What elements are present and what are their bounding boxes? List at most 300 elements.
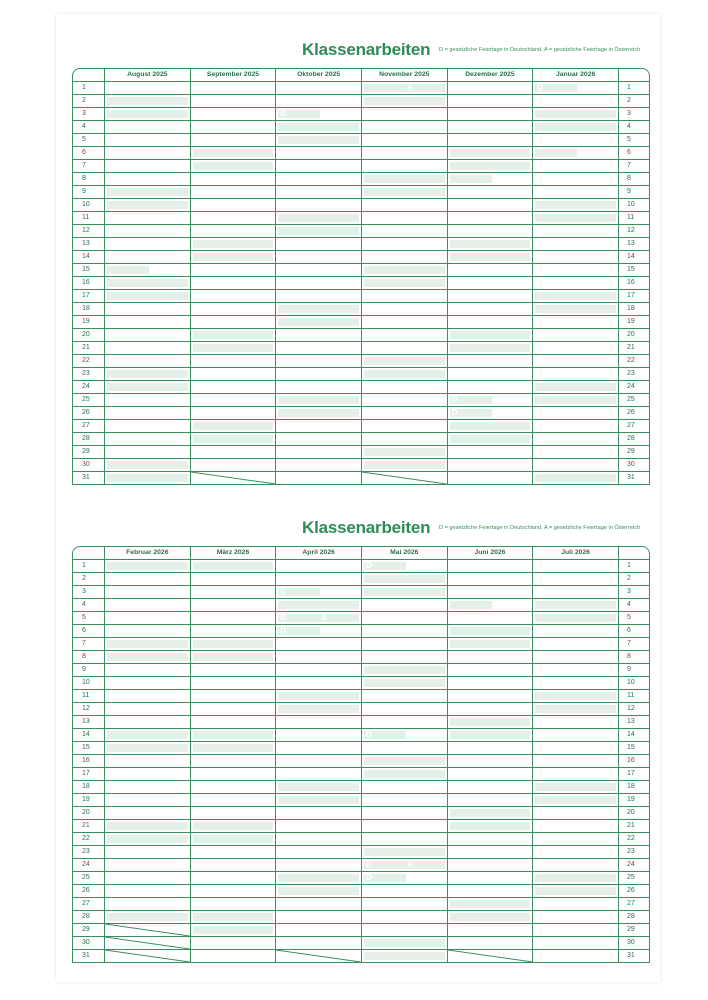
day-cell[interactable] — [190, 459, 276, 471]
day-cell[interactable] — [361, 716, 447, 728]
day-cell[interactable] — [190, 612, 276, 624]
day-cell[interactable] — [275, 820, 361, 832]
day-cell[interactable] — [190, 108, 276, 120]
day-cell[interactable] — [532, 820, 618, 832]
day-cell[interactable] — [447, 147, 533, 159]
day-cell[interactable] — [447, 433, 533, 445]
day-cell[interactable] — [361, 407, 447, 419]
day-cell[interactable] — [104, 108, 190, 120]
day-cell[interactable] — [447, 303, 533, 315]
day-cell[interactable] — [532, 108, 618, 120]
day-cell[interactable] — [190, 599, 276, 611]
day-cell[interactable] — [104, 651, 190, 663]
day-cell[interactable] — [190, 121, 276, 133]
day-cell[interactable] — [104, 599, 190, 611]
day-cell[interactable] — [447, 599, 533, 611]
day-cell[interactable] — [190, 95, 276, 107]
day-cell[interactable] — [275, 186, 361, 198]
day-cell[interactable] — [532, 833, 618, 845]
day-cell[interactable] — [361, 342, 447, 354]
day-cell[interactable] — [190, 677, 276, 689]
day-cell[interactable] — [361, 950, 447, 962]
day-cell[interactable] — [532, 638, 618, 650]
day-cell[interactable] — [104, 573, 190, 585]
day-cell[interactable] — [104, 225, 190, 237]
day-cell[interactable] — [275, 394, 361, 406]
day-cell[interactable] — [275, 160, 361, 172]
day-cell[interactable] — [190, 381, 276, 393]
day-cell[interactable] — [361, 742, 447, 754]
day-cell[interactable] — [361, 147, 447, 159]
day-cell[interactable] — [361, 173, 447, 185]
day-cell[interactable] — [447, 612, 533, 624]
day-cell[interactable] — [447, 355, 533, 367]
day-cell[interactable] — [275, 625, 361, 637]
day-cell[interactable] — [190, 742, 276, 754]
day-cell[interactable] — [104, 729, 190, 741]
day-cell[interactable] — [190, 134, 276, 146]
day-cell[interactable] — [275, 108, 361, 120]
day-cell[interactable] — [532, 872, 618, 884]
day-cell[interactable] — [275, 924, 361, 936]
day-cell[interactable] — [190, 355, 276, 367]
day-cell[interactable] — [532, 885, 618, 897]
day-cell[interactable] — [275, 833, 361, 845]
day-cell[interactable] — [361, 394, 447, 406]
day-cell[interactable] — [104, 394, 190, 406]
day-cell[interactable] — [275, 716, 361, 728]
day-cell[interactable] — [532, 225, 618, 237]
day-cell[interactable] — [275, 355, 361, 367]
day-cell[interactable] — [190, 638, 276, 650]
day-cell[interactable] — [104, 859, 190, 871]
day-cell[interactable] — [104, 420, 190, 432]
day-cell[interactable] — [447, 186, 533, 198]
day-cell[interactable] — [447, 290, 533, 302]
day-cell[interactable] — [361, 459, 447, 471]
day-cell[interactable] — [447, 755, 533, 767]
day-cell[interactable] — [532, 651, 618, 663]
day-cell[interactable] — [447, 560, 533, 572]
day-cell[interactable] — [190, 937, 276, 949]
day-cell[interactable] — [190, 807, 276, 819]
day-cell[interactable] — [190, 251, 276, 263]
day-cell[interactable] — [190, 755, 276, 767]
day-cell[interactable] — [532, 212, 618, 224]
day-cell[interactable] — [361, 638, 447, 650]
day-cell[interactable] — [532, 264, 618, 276]
day-cell[interactable] — [104, 716, 190, 728]
day-cell[interactable] — [275, 651, 361, 663]
day-cell[interactable] — [275, 290, 361, 302]
day-cell[interactable] — [275, 742, 361, 754]
day-cell[interactable] — [447, 446, 533, 458]
day-cell[interactable] — [104, 82, 190, 94]
day-cell[interactable] — [361, 160, 447, 172]
day-cell[interactable] — [361, 134, 447, 146]
day-cell[interactable] — [275, 420, 361, 432]
day-cell[interactable] — [275, 433, 361, 445]
day-cell[interactable] — [361, 186, 447, 198]
day-cell[interactable] — [532, 121, 618, 133]
day-cell[interactable] — [104, 290, 190, 302]
day-cell[interactable] — [361, 251, 447, 263]
day-cell[interactable] — [104, 781, 190, 793]
day-cell[interactable] — [190, 690, 276, 702]
day-cell[interactable] — [532, 950, 618, 962]
day-cell[interactable] — [532, 394, 618, 406]
day-cell[interactable] — [275, 599, 361, 611]
day-cell[interactable] — [447, 781, 533, 793]
day-cell[interactable] — [275, 859, 361, 871]
day-cell[interactable] — [532, 277, 618, 289]
day-cell[interactable] — [275, 729, 361, 741]
day-cell[interactable] — [361, 446, 447, 458]
day-cell[interactable] — [361, 573, 447, 585]
day-cell[interactable] — [447, 794, 533, 806]
day-cell[interactable] — [104, 277, 190, 289]
day-cell[interactable] — [532, 573, 618, 585]
day-cell[interactable] — [361, 95, 447, 107]
day-cell[interactable] — [190, 898, 276, 910]
day-cell[interactable] — [361, 355, 447, 367]
day-cell[interactable] — [447, 859, 533, 871]
day-cell[interactable] — [532, 368, 618, 380]
day-cell[interactable] — [190, 160, 276, 172]
day-cell[interactable] — [447, 212, 533, 224]
day-cell[interactable] — [190, 781, 276, 793]
day-cell[interactable] — [447, 625, 533, 637]
day-cell[interactable] — [361, 381, 447, 393]
day-cell[interactable] — [104, 690, 190, 702]
day-cell[interactable] — [532, 846, 618, 858]
day-cell[interactable] — [361, 212, 447, 224]
day-cell[interactable] — [104, 95, 190, 107]
day-cell[interactable] — [361, 290, 447, 302]
day-cell[interactable] — [447, 885, 533, 897]
day-cell[interactable] — [104, 833, 190, 845]
day-cell[interactable] — [275, 264, 361, 276]
day-cell[interactable] — [190, 950, 276, 962]
day-cell[interactable] — [447, 651, 533, 663]
day-cell[interactable] — [104, 768, 190, 780]
day-cell[interactable] — [361, 664, 447, 676]
day-cell[interactable] — [532, 446, 618, 458]
day-cell[interactable] — [275, 573, 361, 585]
day-cell[interactable] — [104, 173, 190, 185]
day-cell[interactable] — [190, 407, 276, 419]
day-cell[interactable] — [190, 859, 276, 871]
day-cell[interactable] — [532, 95, 618, 107]
day-cell[interactable] — [361, 264, 447, 276]
day-cell[interactable] — [447, 937, 533, 949]
day-cell[interactable] — [532, 472, 618, 484]
day-cell[interactable] — [190, 794, 276, 806]
day-cell[interactable] — [447, 924, 533, 936]
day-cell[interactable] — [447, 898, 533, 910]
day-cell[interactable] — [190, 651, 276, 663]
day-cell[interactable] — [361, 121, 447, 133]
day-cell[interactable] — [275, 82, 361, 94]
day-cell[interactable] — [275, 586, 361, 598]
day-cell[interactable] — [532, 407, 618, 419]
day-cell[interactable] — [275, 677, 361, 689]
day-cell[interactable] — [532, 316, 618, 328]
day-cell[interactable] — [104, 433, 190, 445]
day-cell[interactable] — [104, 238, 190, 250]
day-cell[interactable] — [447, 316, 533, 328]
day-cell[interactable] — [361, 420, 447, 432]
day-cell[interactable] — [190, 911, 276, 923]
day-cell[interactable] — [190, 342, 276, 354]
day-cell[interactable] — [361, 820, 447, 832]
day-cell[interactable] — [532, 716, 618, 728]
day-cell[interactable] — [532, 599, 618, 611]
day-cell[interactable] — [532, 924, 618, 936]
day-cell[interactable] — [447, 729, 533, 741]
day-cell[interactable] — [532, 355, 618, 367]
day-cell[interactable] — [190, 368, 276, 380]
day-cell[interactable] — [104, 472, 190, 484]
day-cell[interactable] — [190, 586, 276, 598]
day-cell[interactable] — [104, 160, 190, 172]
day-cell[interactable] — [275, 446, 361, 458]
day-cell[interactable] — [104, 703, 190, 715]
day-cell[interactable] — [190, 703, 276, 715]
day-cell[interactable] — [532, 625, 618, 637]
day-cell[interactable] — [190, 277, 276, 289]
day-cell[interactable] — [275, 885, 361, 897]
day-cell[interactable] — [190, 199, 276, 211]
day-cell[interactable] — [104, 625, 190, 637]
day-cell[interactable] — [447, 277, 533, 289]
day-cell[interactable] — [275, 173, 361, 185]
day-cell[interactable] — [104, 560, 190, 572]
day-cell[interactable] — [275, 872, 361, 884]
day-cell[interactable] — [532, 911, 618, 923]
day-cell[interactable] — [532, 586, 618, 598]
day-cell[interactable] — [361, 368, 447, 380]
day-cell[interactable] — [447, 251, 533, 263]
day-cell[interactable] — [361, 277, 447, 289]
day-cell[interactable] — [190, 290, 276, 302]
day-cell[interactable] — [190, 729, 276, 741]
day-cell[interactable] — [532, 755, 618, 767]
day-cell[interactable] — [447, 108, 533, 120]
day-cell[interactable] — [104, 898, 190, 910]
day-cell[interactable] — [104, 885, 190, 897]
day-cell[interactable] — [532, 160, 618, 172]
day-cell[interactable] — [361, 846, 447, 858]
day-cell[interactable] — [532, 898, 618, 910]
day-cell[interactable] — [190, 173, 276, 185]
day-cell[interactable] — [275, 277, 361, 289]
day-cell[interactable] — [447, 807, 533, 819]
day-cell[interactable] — [190, 846, 276, 858]
day-cell[interactable] — [447, 911, 533, 923]
day-cell[interactable] — [190, 433, 276, 445]
day-cell[interactable] — [104, 251, 190, 263]
day-cell[interactable] — [447, 638, 533, 650]
day-cell[interactable] — [275, 807, 361, 819]
day-cell[interactable] — [532, 703, 618, 715]
day-cell[interactable] — [104, 186, 190, 198]
day-cell[interactable] — [447, 381, 533, 393]
day-cell[interactable] — [361, 651, 447, 663]
day-cell[interactable] — [447, 173, 533, 185]
day-cell[interactable] — [190, 560, 276, 572]
day-cell[interactable] — [447, 342, 533, 354]
day-cell[interactable] — [361, 898, 447, 910]
day-cell[interactable] — [447, 703, 533, 715]
day-cell[interactable] — [532, 768, 618, 780]
day-cell[interactable] — [275, 251, 361, 263]
day-cell[interactable] — [190, 264, 276, 276]
day-cell[interactable] — [532, 147, 618, 159]
day-cell[interactable] — [190, 303, 276, 315]
day-cell[interactable] — [532, 459, 618, 471]
day-cell[interactable] — [190, 820, 276, 832]
day-cell[interactable] — [104, 407, 190, 419]
day-cell[interactable] — [447, 472, 533, 484]
day-cell[interactable] — [275, 199, 361, 211]
day-cell[interactable] — [361, 807, 447, 819]
day-cell[interactable] — [532, 82, 618, 94]
day-cell[interactable] — [361, 586, 447, 598]
day-cell[interactable] — [532, 199, 618, 211]
day-cell[interactable] — [361, 612, 447, 624]
day-cell[interactable] — [275, 407, 361, 419]
day-cell[interactable] — [361, 199, 447, 211]
day-cell[interactable] — [447, 264, 533, 276]
day-cell[interactable] — [104, 911, 190, 923]
day-cell[interactable] — [275, 755, 361, 767]
day-cell[interactable] — [361, 238, 447, 250]
day-cell[interactable] — [532, 807, 618, 819]
day-cell[interactable] — [361, 729, 447, 741]
day-cell[interactable] — [104, 212, 190, 224]
day-cell[interactable] — [104, 199, 190, 211]
day-cell[interactable] — [190, 924, 276, 936]
day-cell[interactable] — [275, 937, 361, 949]
day-cell[interactable] — [447, 225, 533, 237]
day-cell[interactable] — [532, 794, 618, 806]
day-cell[interactable] — [361, 82, 447, 94]
day-cell[interactable] — [275, 612, 361, 624]
day-cell[interactable] — [275, 638, 361, 650]
day-cell[interactable] — [104, 807, 190, 819]
day-cell[interactable] — [361, 781, 447, 793]
day-cell[interactable] — [275, 147, 361, 159]
day-cell[interactable] — [532, 134, 618, 146]
day-cell[interactable] — [447, 199, 533, 211]
day-cell[interactable] — [190, 664, 276, 676]
day-cell[interactable] — [275, 316, 361, 328]
day-cell[interactable] — [190, 212, 276, 224]
day-cell[interactable] — [275, 690, 361, 702]
day-cell[interactable] — [361, 937, 447, 949]
day-cell[interactable] — [361, 225, 447, 237]
day-cell[interactable] — [361, 599, 447, 611]
day-cell[interactable] — [275, 225, 361, 237]
day-cell[interactable] — [532, 664, 618, 676]
day-cell[interactable] — [275, 911, 361, 923]
day-cell[interactable] — [532, 186, 618, 198]
day-cell[interactable] — [532, 859, 618, 871]
day-cell[interactable] — [104, 846, 190, 858]
day-cell[interactable] — [104, 612, 190, 624]
day-cell[interactable] — [190, 225, 276, 237]
day-cell[interactable] — [275, 368, 361, 380]
day-cell[interactable] — [275, 459, 361, 471]
day-cell[interactable] — [361, 833, 447, 845]
day-cell[interactable] — [447, 664, 533, 676]
day-cell[interactable] — [447, 846, 533, 858]
day-cell[interactable] — [361, 560, 447, 572]
day-cell[interactable] — [532, 290, 618, 302]
day-cell[interactable] — [275, 560, 361, 572]
day-cell[interactable] — [190, 625, 276, 637]
day-cell[interactable] — [104, 368, 190, 380]
day-cell[interactable] — [447, 134, 533, 146]
day-cell[interactable] — [275, 342, 361, 354]
day-cell[interactable] — [361, 316, 447, 328]
day-cell[interactable] — [447, 586, 533, 598]
day-cell[interactable] — [190, 147, 276, 159]
day-cell[interactable] — [361, 768, 447, 780]
day-cell[interactable] — [361, 911, 447, 923]
day-cell[interactable] — [104, 638, 190, 650]
day-cell[interactable] — [104, 264, 190, 276]
day-cell[interactable] — [275, 472, 361, 484]
day-cell[interactable] — [447, 407, 533, 419]
day-cell[interactable] — [447, 677, 533, 689]
day-cell[interactable] — [361, 924, 447, 936]
day-cell[interactable] — [275, 303, 361, 315]
day-cell[interactable] — [104, 121, 190, 133]
day-cell[interactable] — [447, 238, 533, 250]
day-cell[interactable] — [447, 459, 533, 471]
day-cell[interactable] — [447, 833, 533, 845]
day-cell[interactable] — [361, 703, 447, 715]
day-cell[interactable] — [361, 329, 447, 341]
day-cell[interactable] — [532, 251, 618, 263]
day-cell[interactable] — [275, 846, 361, 858]
day-cell[interactable] — [104, 664, 190, 676]
day-cell[interactable] — [447, 716, 533, 728]
day-cell[interactable] — [361, 677, 447, 689]
day-cell[interactable] — [532, 690, 618, 702]
day-cell[interactable] — [447, 82, 533, 94]
day-cell[interactable] — [190, 186, 276, 198]
day-cell[interactable] — [532, 433, 618, 445]
day-cell[interactable] — [275, 898, 361, 910]
day-cell[interactable] — [104, 147, 190, 159]
day-cell[interactable] — [447, 329, 533, 341]
day-cell[interactable] — [532, 742, 618, 754]
day-cell[interactable] — [447, 742, 533, 754]
day-cell[interactable] — [361, 625, 447, 637]
day-cell[interactable] — [275, 238, 361, 250]
day-cell[interactable] — [104, 134, 190, 146]
day-cell[interactable] — [190, 716, 276, 728]
day-cell[interactable] — [104, 755, 190, 767]
day-cell[interactable] — [447, 121, 533, 133]
day-cell[interactable] — [361, 755, 447, 767]
day-cell[interactable] — [190, 329, 276, 341]
day-cell[interactable] — [532, 329, 618, 341]
day-cell[interactable] — [447, 95, 533, 107]
